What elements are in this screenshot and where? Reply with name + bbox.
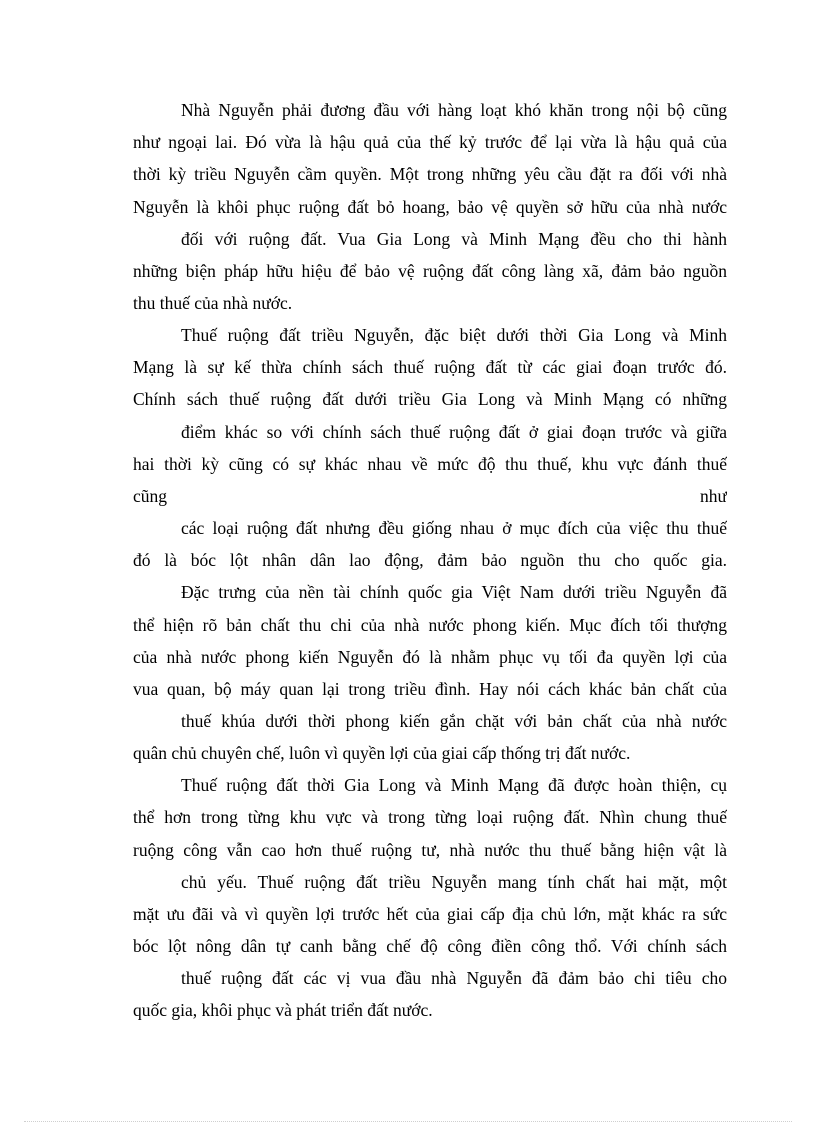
text-line-28: thuế ruộng đất các vị vua đầu nhà Nguyễn đã đảm bảo chi tiêu cho xyxy=(181,968,727,988)
text-line-25: chủ yếu. Thuế ruộng đất triều Nguyễn mang tính chất hai mặt, một xyxy=(181,872,727,892)
text-line-13: cũng như xyxy=(133,486,727,506)
text-line-24: ruộng công vẫn cao hơn thuế ruộng tư, nhà nước thu thuế bằng hiện vật là xyxy=(133,840,727,860)
text-line-8: Thuế ruộng đất triều Nguyễn, đặc biệt dưới thời Gia Long và Minh xyxy=(181,325,727,345)
text-line-27: bóc lột nông dân tự canh bằng chế độ công điền công thổ. Với chính sách xyxy=(133,936,727,956)
text-line-4: Nguyễn là khôi phục ruộng đất bỏ hoang, bảo vệ quyền sở hữu của nhà nước xyxy=(133,197,727,217)
text-line-21: quân chủ chuyên chế, luôn vì quyền lợi của giai cấp thống trị đất nước. xyxy=(133,743,631,763)
text-line-9: Mạng là sự kế thừa chính sách thuế ruộng đất từ các giai đoạn trước đó. xyxy=(133,357,727,377)
text-line-3: thời kỳ triều Nguyễn cầm quyền. Một trong những yêu cầu đặt ra đối với nhà xyxy=(133,164,727,184)
text-line-6: những biện pháp hữu hiệu để bảo vệ ruộng đất công làng xã, đảm bảo nguồn xyxy=(133,261,727,281)
text-line-23: thể hơn trong từng khu vực và trong từng loại ruộng đất. Nhìn chung thuế xyxy=(133,807,727,827)
text-line-18: của nhà nước phong kiến Nguyễn đó là nhằm phục vụ tối đa quyền lợi của xyxy=(133,647,727,667)
text-line-5: đối với ruộng đất. Vua Gia Long và Minh Mạng đều cho thi hành xyxy=(181,229,727,249)
text-line-16: Đặc trưng của nền tài chính quốc gia Việt Nam dưới triều Nguyễn đã xyxy=(181,582,727,602)
text-line-20: thuế khúa dưới thời phong kiến gắn chặt với bản chất của nhà nước xyxy=(181,711,727,731)
text-line-15: đó là bóc lột nhân dân lao động, đảm bảo nguồn thu cho quốc gia. xyxy=(133,550,727,570)
text-line-2: như ngoại lai. Đó vừa là hậu quả của thế kỷ trước để lại vừa là hậu quả của xyxy=(133,132,727,152)
text-line-26: mặt ưu đãi và vì quyền lợi trước hết của giai cấp địa chủ lớn, mặt khác ra sức xyxy=(133,904,727,924)
text-line-12: hai thời kỳ cũng có sự khác nhau về mức độ thu thuế, khu vực đánh thuế xyxy=(133,454,727,474)
page-bottom-rule xyxy=(24,1121,792,1122)
text-line-17: thể hiện rõ bản chất thu chi của nhà nước phong kiến. Mục đích tối thượng xyxy=(133,615,727,635)
text-line-7: thu thuế của nhà nước. xyxy=(133,293,293,313)
text-line-19: vua quan, bộ máy quan lại trong triều đình. Hay nói cách khác bản chất của xyxy=(133,679,727,699)
text-line-1: Nhà Nguyễn phải đương đầu với hàng loạt khó khăn trong nội bộ cũng xyxy=(181,100,727,120)
text-line-11: điểm khác so với chính sách thuế ruộng đất ở giai đoạn trước và giữa xyxy=(181,422,727,442)
text-line-14: các loại ruộng đất nhưng đều giống nhau ở mục đích của việc thu thuế xyxy=(181,518,727,538)
text-line-10: Chính sách thuế ruộng đất dưới triều Gia Long và Minh Mạng có những xyxy=(133,389,727,409)
text-line-22: Thuế ruộng đất thời Gia Long và Minh Mạng đã được hoàn thiện, cụ xyxy=(181,775,727,795)
text-line-29: quốc gia, khôi phục và phát triển đất nước. xyxy=(133,1000,433,1020)
